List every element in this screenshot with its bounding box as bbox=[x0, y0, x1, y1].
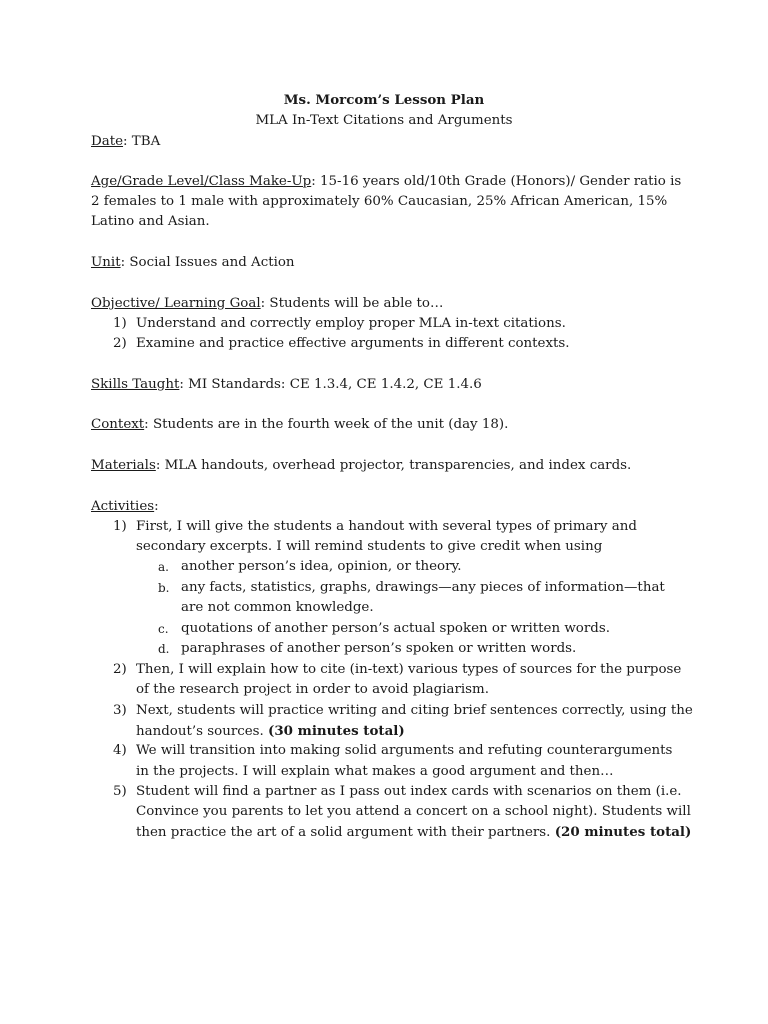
activity-text-with-time bbox=[136, 822, 691, 843]
unit-label: Unit bbox=[91, 255, 121, 270]
objective-line bbox=[91, 294, 443, 314]
skills-label: Skills Taught bbox=[91, 377, 180, 392]
activity-text-with-time bbox=[136, 721, 405, 742]
age-line-1 bbox=[91, 172, 681, 192]
unit-value: : Social Issues and Action bbox=[120, 255, 295, 270]
subitem-text: any facts, statistics, graphs, drawings—any pieces of information—that bbox=[181, 580, 665, 595]
subitem-text: are not common knowledge. bbox=[181, 600, 374, 615]
date-value: : TBA bbox=[123, 134, 161, 149]
subitem-letter: b. bbox=[158, 581, 170, 595]
activities-heading bbox=[91, 497, 159, 517]
subitem-letter: c. bbox=[158, 622, 169, 636]
age-label: Age/Grade Level/Class Make-Up bbox=[91, 174, 312, 189]
materials-line bbox=[91, 456, 631, 476]
age-line-3: Latino and Asian. bbox=[91, 214, 210, 229]
page-title: Ms. Morcom’s Lesson Plan bbox=[283, 92, 485, 108]
activity-text: We will transition into making solid arguments and refuting counterarguments bbox=[136, 743, 673, 758]
activity-text: handout’s sources. bbox=[136, 724, 269, 739]
activity-number: 3) bbox=[113, 703, 127, 718]
skills-line bbox=[91, 375, 482, 395]
date-line bbox=[91, 132, 160, 152]
time-note: (20 minutes total) bbox=[554, 824, 692, 840]
activity-text: of the research project in order to avoid plagiarism. bbox=[136, 682, 489, 697]
time-note: (30 minutes total) bbox=[268, 723, 405, 739]
activity-text: First, I will give the students a handout with several types of primary and bbox=[136, 519, 637, 534]
materials-label: Materials bbox=[91, 458, 156, 473]
activities-label: Activities bbox=[91, 499, 155, 514]
objective-item: Understand and correctly employ proper MLA in-text citations. bbox=[136, 316, 566, 331]
activity-text: Convince you parents to let you attend a concert on a school night). Students will bbox=[136, 804, 691, 819]
subitem-text: quotations of another person’s actual spoken or written words. bbox=[181, 621, 610, 636]
age-line-2: 2 females to 1 male with approximately 60% Caucasian, 25% African American, 15% bbox=[91, 194, 668, 209]
skills-value: : MI Standards: CE 1.3.4, CE 1.4.2, CE 1.4.6 bbox=[179, 377, 482, 392]
date-label: Date bbox=[91, 134, 124, 149]
subitem-letter: d. bbox=[158, 642, 170, 656]
page-subtitle: MLA In-Text Citations and Arguments bbox=[255, 113, 513, 128]
activity-text: in the projects. I will explain what makes a good argument and then… bbox=[136, 764, 614, 779]
objective-label: Objective/ Learning Goal bbox=[91, 296, 261, 311]
objective-item: Examine and practice effective arguments in different contexts. bbox=[136, 336, 570, 351]
activity-text: then practice the art of a solid argument with their partners. bbox=[136, 825, 555, 840]
age-value: : 15-16 years old/10th Grade (Honors)/ Gender ratio is bbox=[311, 174, 682, 189]
context-line bbox=[91, 415, 508, 435]
activities-colon: : bbox=[154, 499, 159, 514]
subitem-letter: a. bbox=[158, 560, 169, 574]
activity-text: secondary excerpts. I will remind students to give credit when using bbox=[136, 539, 603, 554]
materials-value: : MLA handouts, overhead projector, transparencies, and index cards. bbox=[155, 458, 632, 473]
activity-text: Next, students will practice writing and citing brief sentences correctly, using the bbox=[136, 703, 693, 718]
objective-item-number: 1) bbox=[113, 316, 127, 331]
subitem-text: paraphrases of another person’s spoken or written words. bbox=[181, 641, 577, 656]
context-value: : Students are in the fourth week of the unit (day 18). bbox=[144, 417, 509, 432]
activity-number: 5) bbox=[113, 784, 127, 799]
activity-text: Then, I will explain how to cite (in-text) various types of sources for the purpose bbox=[136, 662, 682, 677]
activity-number: 4) bbox=[113, 743, 127, 758]
unit-line bbox=[91, 253, 295, 273]
objective-item-number: 2) bbox=[113, 336, 127, 351]
activity-text: Student will find a partner as I pass out index cards with scenarios on them (i.e. bbox=[136, 784, 682, 799]
activity-number: 2) bbox=[113, 662, 127, 677]
subitem-text: another person’s idea, opinion, or theory. bbox=[181, 559, 462, 574]
objective-value: : Students will be able to… bbox=[260, 296, 444, 311]
activity-number: 1) bbox=[113, 519, 127, 534]
context-label: Context bbox=[91, 417, 145, 432]
